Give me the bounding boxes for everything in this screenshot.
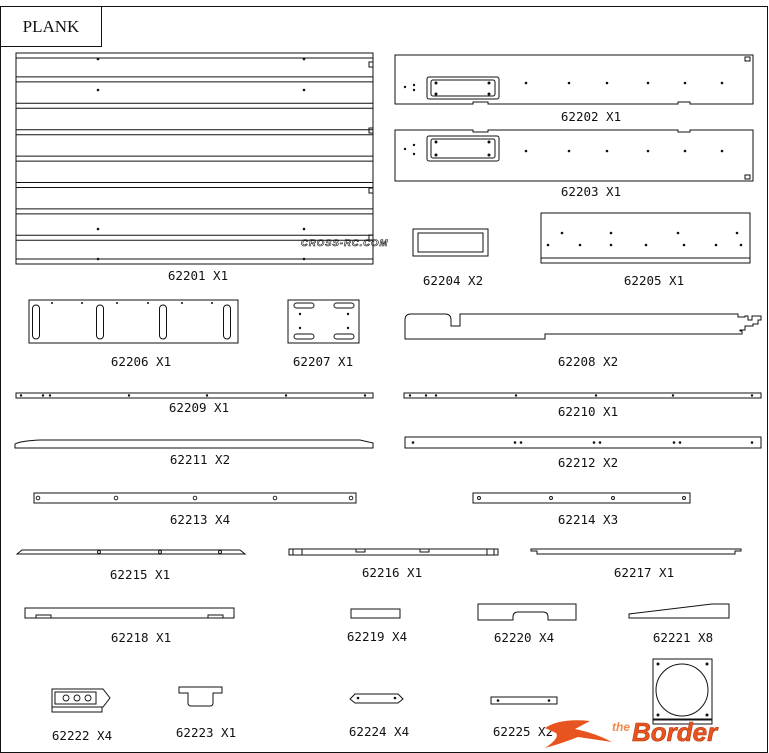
part-label: 62221 X8	[652, 630, 714, 645]
part-label: 62209 X1	[168, 400, 230, 415]
part-label: 62222 X4	[51, 728, 113, 743]
part-label: 62204 X2	[422, 273, 484, 288]
part-label: 62212 X2	[557, 455, 619, 470]
part-label: 62207 X1	[292, 354, 354, 369]
part-62208	[405, 314, 761, 339]
part-62222	[52, 689, 110, 712]
part-62205	[541, 213, 750, 263]
part-62203	[395, 130, 753, 181]
engraving-text: CROSS-RC.COM	[301, 238, 389, 249]
part-label: 62216 X1	[361, 565, 423, 580]
part-62212	[405, 437, 761, 448]
part-62216	[289, 549, 498, 555]
part-label: 62211 X2	[169, 452, 231, 467]
part-62219	[351, 609, 400, 618]
part-label: 62215 X1	[109, 567, 171, 582]
part-62221	[629, 604, 729, 618]
sheet-title: PLANK	[22, 17, 80, 36]
watermark-brand-text: Border	[632, 717, 718, 747]
part-label: 62206 X1	[110, 354, 172, 369]
part-62210	[404, 393, 761, 398]
part-label: 62203 X1	[560, 184, 622, 199]
part-label: 62220 X4	[493, 630, 555, 645]
part-label: 62219 X4	[346, 629, 408, 644]
part-label: 62217 X1	[613, 565, 675, 580]
part-62213	[34, 493, 356, 503]
part-label: 62210 X1	[557, 404, 619, 419]
part-label: 62201 X1	[167, 268, 229, 283]
watermark-small-text: the	[612, 720, 630, 734]
part-62209	[16, 393, 373, 398]
part-62217	[531, 549, 741, 554]
part-fan-plate	[653, 659, 712, 724]
brand-watermark	[545, 717, 719, 748]
part-62220	[478, 604, 576, 620]
part-label: 62208 X2	[557, 354, 619, 369]
part-label: 62224 X4	[348, 724, 410, 739]
part-label: 62214 X3	[557, 512, 619, 527]
part-label: 62202 X1	[560, 109, 622, 124]
part-62218	[25, 608, 234, 618]
part-62225	[491, 697, 557, 704]
part-label: 62218 X1	[110, 630, 172, 645]
part-62201	[16, 53, 389, 264]
part-62211	[15, 440, 373, 448]
part-62223	[179, 687, 222, 706]
part-label: 62205 X1	[623, 273, 685, 288]
part-62207	[288, 300, 359, 343]
part-62224	[350, 694, 403, 703]
part-labels	[52, 109, 713, 743]
flame-logo-icon	[545, 720, 612, 748]
part-label: 62223 X1	[175, 725, 237, 740]
part-62202	[395, 55, 753, 104]
part-62204	[413, 229, 488, 256]
part-label: 62213 X4	[169, 512, 231, 527]
part-62206	[29, 300, 238, 343]
part-62214	[473, 493, 690, 503]
part-label: 62225 X2	[492, 724, 554, 739]
part-62215	[17, 550, 245, 554]
